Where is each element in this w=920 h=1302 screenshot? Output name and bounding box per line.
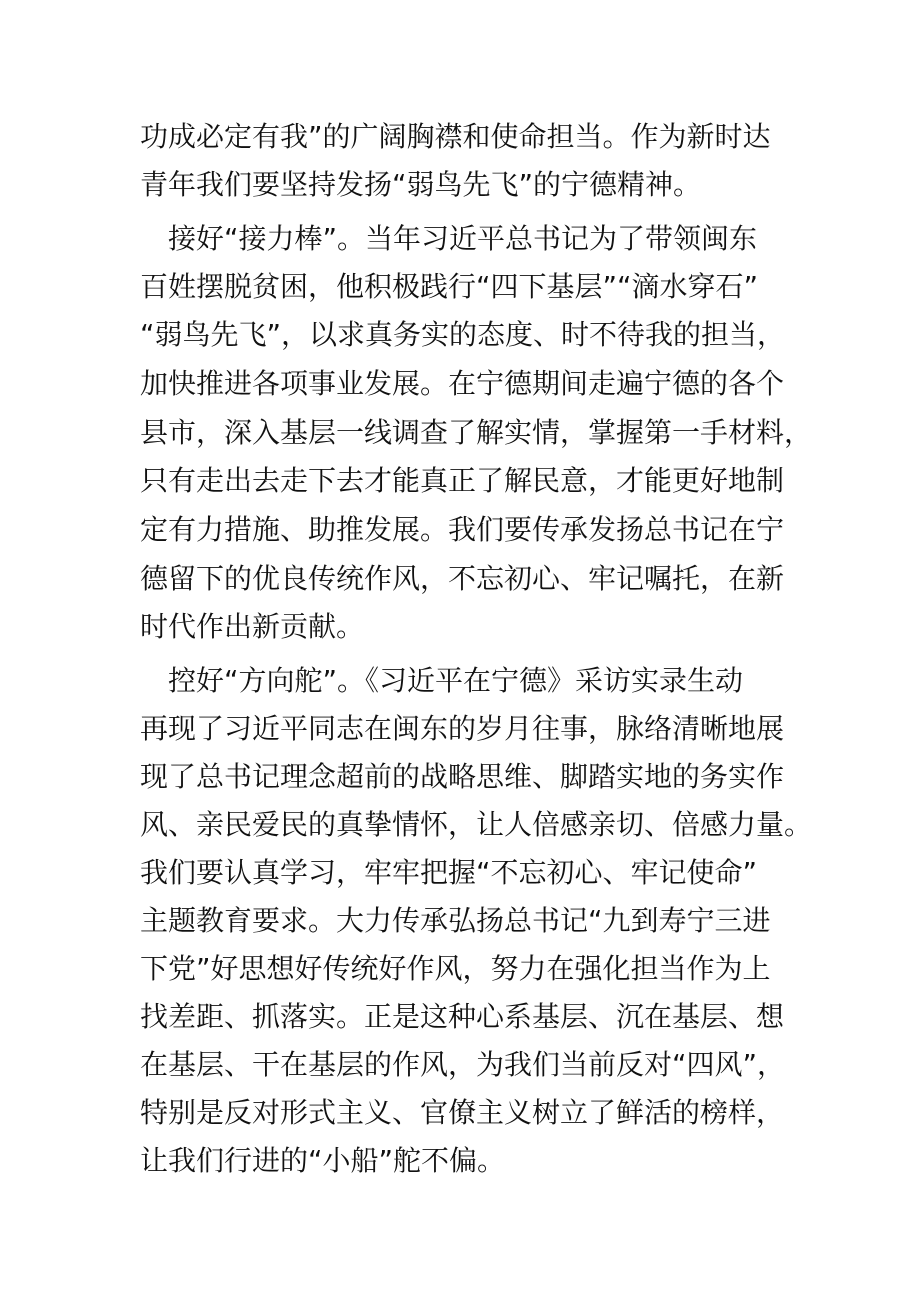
text-line: 功成必定有我”的广阔胸襟和使命担当。作为新时达 xyxy=(140,120,771,153)
paragraph-start-line: 控好“方向舵”。《习近平在宁德》采访实录生动 xyxy=(168,664,744,697)
text-line: 县市，深入基层一线调查了解实情，掌握第一手材料， xyxy=(140,416,813,449)
text-line: 加快推进各项事业发展。在宁德期间走遍宁德的各个 xyxy=(140,367,785,400)
text-line: 定有力措施、助推发展。我们要传承发扬总书记在宁 xyxy=(140,513,785,546)
text-line: 下党”好思想好传统好作风，努力在强化担当作为上 xyxy=(140,952,771,985)
text-line: 青年我们要坚持发扬“弱鸟先飞”的宁德精神。 xyxy=(140,168,702,201)
text-line: 在基层、干在基层的作风，为我们当前反对“四风”， xyxy=(140,1048,786,1081)
text-line: 德留下的优良传统作风，不忘初心、牢记嘱托，在新 xyxy=(140,562,785,595)
text-line: 只有走出去走下去才能真正了解民意，才能更好地制 xyxy=(140,464,785,497)
text-line: 现了总书记理念超前的战略思维、脚踏实地的务实作 xyxy=(140,760,785,793)
text-line: 风、亲民爱民的真挚情怀，让人倍感亲切、倍感力量。 xyxy=(140,808,813,841)
text-line: 让我们行进的“小船”舵不偏。 xyxy=(140,1144,506,1177)
text-line: 我们要认真学习，牢牢把握“不忘初心、牢记使命” xyxy=(140,856,758,889)
text-line: 百姓摆脱贫困，他积极践行“四下基层”“滴水穿石” xyxy=(140,270,759,303)
text-line: 找差距、抓落实。正是这种心系基层、沉在基层、想 xyxy=(140,1000,785,1033)
text-line: 时代作出新贡献。 xyxy=(140,610,365,643)
text-line: 特别是反对形式主义、官僚主义树立了鲜活的榜样， xyxy=(140,1096,785,1129)
text-line: 主题教育要求。大力传承弘扬总书记“九到寿宁三进 xyxy=(140,904,771,937)
text-line: “弱鸟先飞”，以求真务实的态度、时不待我的担当， xyxy=(140,318,786,351)
text-line: 再现了习近平同志在闽东的岁月往事，脉络清晰地展 xyxy=(140,712,785,745)
paragraph-start-line: 接好“接力棒”。当年习近平总书记为了带领闽东 xyxy=(168,222,758,255)
